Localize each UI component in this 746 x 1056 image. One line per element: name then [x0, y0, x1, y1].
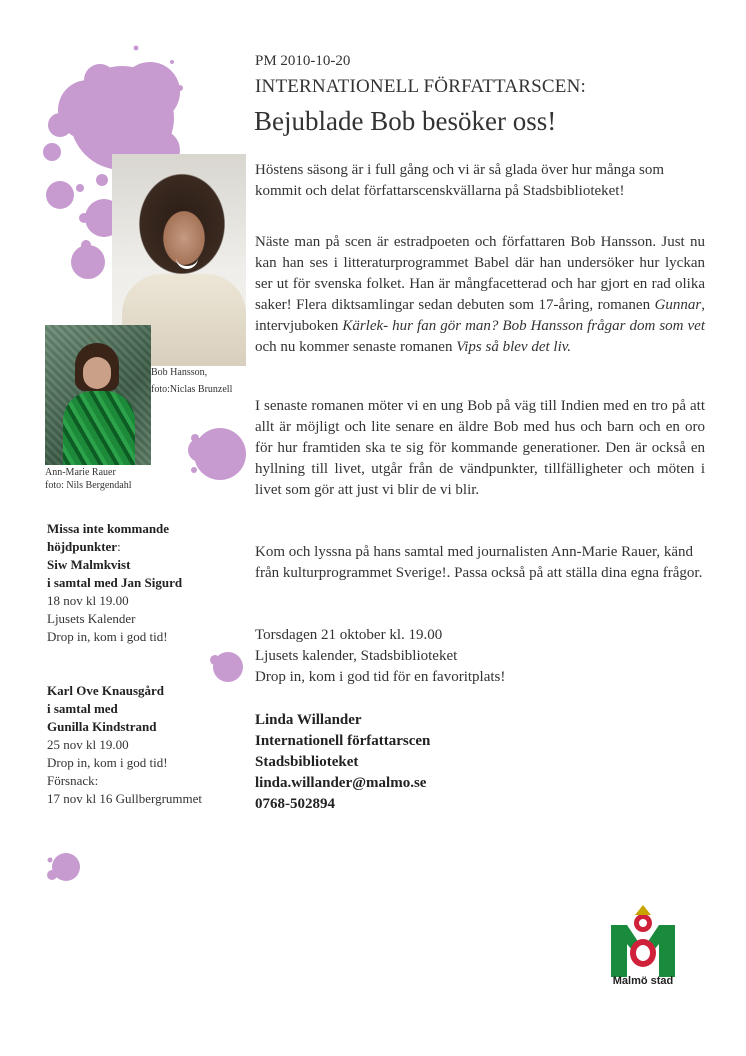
event1-place: Ljusets Kalender	[47, 611, 136, 626]
sidebar-intro-2: höjdpunkter	[47, 539, 118, 554]
event1-note: Drop in, kom i god tid!	[47, 629, 168, 644]
paragraph-invite	[255, 542, 705, 584]
bob-photo-caption	[151, 366, 232, 396]
photo-smile	[176, 258, 198, 269]
book-title-vips: Vips så blev det liv.	[456, 339, 572, 355]
invite-text: Kom och lyssna på hans samtal med journalisten Ann-Marie Rauer, känd från kulturprogrammet Sverige!. Passa också på att ställa dina egna frågor.	[255, 544, 703, 581]
bob-description-cont: , intervjuboken	[255, 297, 705, 334]
photo-face	[83, 357, 111, 389]
paragraph-bob	[255, 232, 705, 358]
bob-description: Näste man på scen är estradpoeten och författaren Bob Hansson. Just nu kan han ses i litteraturprogrammet Babel där han undersöker hur lyckan ser ut för svenska folket. Han är mångfacetterad och har gjort en rad olika saker! Flera diktsamlingar sedan debuten som 17-åring, romanen	[255, 234, 705, 313]
press-release-date: PM 2010-10-20	[255, 53, 351, 69]
ann-photo-caption	[45, 466, 131, 492]
novel-description: I senaste romanen möter vi en ung Bob på väg till Indien med en tro på att allt är möjligt och lite senare en äldre Bob med hus och barn och en oro för hur framtiden ska te sig för kommande generationer. Den är också en hyllning till livet, utgår från de vändpunkter, tillfälligheter och möten i livet som gör att just vi blir de vi blir.	[255, 398, 705, 498]
contact-org: Internationell författarscen	[255, 733, 431, 749]
event2-conj: i samtal med	[47, 701, 118, 716]
paragraph-novel	[255, 396, 705, 501]
book-title-karlek: Kärlek- hur fan gör man? Bob Hansson frågar dom som vet	[342, 318, 705, 334]
paragraph-intro	[255, 160, 705, 202]
event1-guest: Siw Malmkvist	[47, 557, 131, 572]
event2-note: Drop in, kom i god tid!	[47, 755, 168, 770]
ann-caption-credit: foto: Nils Bergendahl	[45, 480, 132, 491]
event-note: Drop in, kom i god tid för en favoritplats!	[255, 669, 506, 685]
paragraph-intro-text: Höstens säsong är i full gång och vi är så glada över hur många som kommit och delat författarscenskvällarna på Stadsbiblioteket!	[255, 162, 665, 199]
event2-pretalk-label: Försnack:	[47, 773, 99, 788]
sidebar-intro-colon: :	[117, 539, 121, 554]
section-kicker: INTERNATIONELL FÖRFATTARSCEN:	[255, 76, 586, 97]
event2-date: 25 nov kl 19.00	[47, 737, 129, 752]
contact-email-link[interactable]: linda.willander@malmo.se	[255, 775, 427, 791]
contact-block	[255, 710, 430, 815]
ann-marie-rauer-photo	[45, 325, 151, 465]
contact-place: Stadsbiblioteket	[255, 754, 359, 770]
event-date: Torsdagen 21 oktober kl. 19.00	[255, 627, 443, 643]
bob-caption-credit: foto:Niclas Brunzell	[151, 384, 233, 395]
contact-phone: 0768-502894	[255, 796, 335, 812]
ann-caption-name: Ann-Marie Rauer	[45, 467, 116, 478]
logo-text: Malmö stad	[612, 975, 674, 987]
book-title-gunnar: Gunnar	[654, 297, 702, 313]
contact-name: Linda Willander	[255, 712, 362, 728]
event2-host: Gunilla Kindstrand	[47, 719, 157, 734]
sidebar-intro: Missa inte kommande	[47, 521, 170, 536]
event2-pretalk-detail: 17 nov kl 16 Gullbergrummet	[47, 791, 203, 806]
photo-dress	[63, 391, 135, 465]
event2-guest: Karl Ove Knausgård	[47, 683, 165, 698]
event1-host: i samtal med Jan Sigurd	[47, 575, 183, 590]
event1-date: 18 nov kl 19.00	[47, 593, 129, 608]
sidebar-upcoming-2	[47, 682, 237, 808]
bob-description-end: och nu kommer senaste romanen	[255, 339, 457, 355]
sidebar-upcoming-1	[47, 520, 237, 646]
event-details	[255, 625, 705, 688]
event-location: Ljusets kalender, Stadsbiblioteket	[255, 648, 458, 664]
bob-caption-name: Bob Hansson,	[151, 367, 208, 378]
headline: Bejublade Bob besöker oss!	[254, 106, 557, 136]
